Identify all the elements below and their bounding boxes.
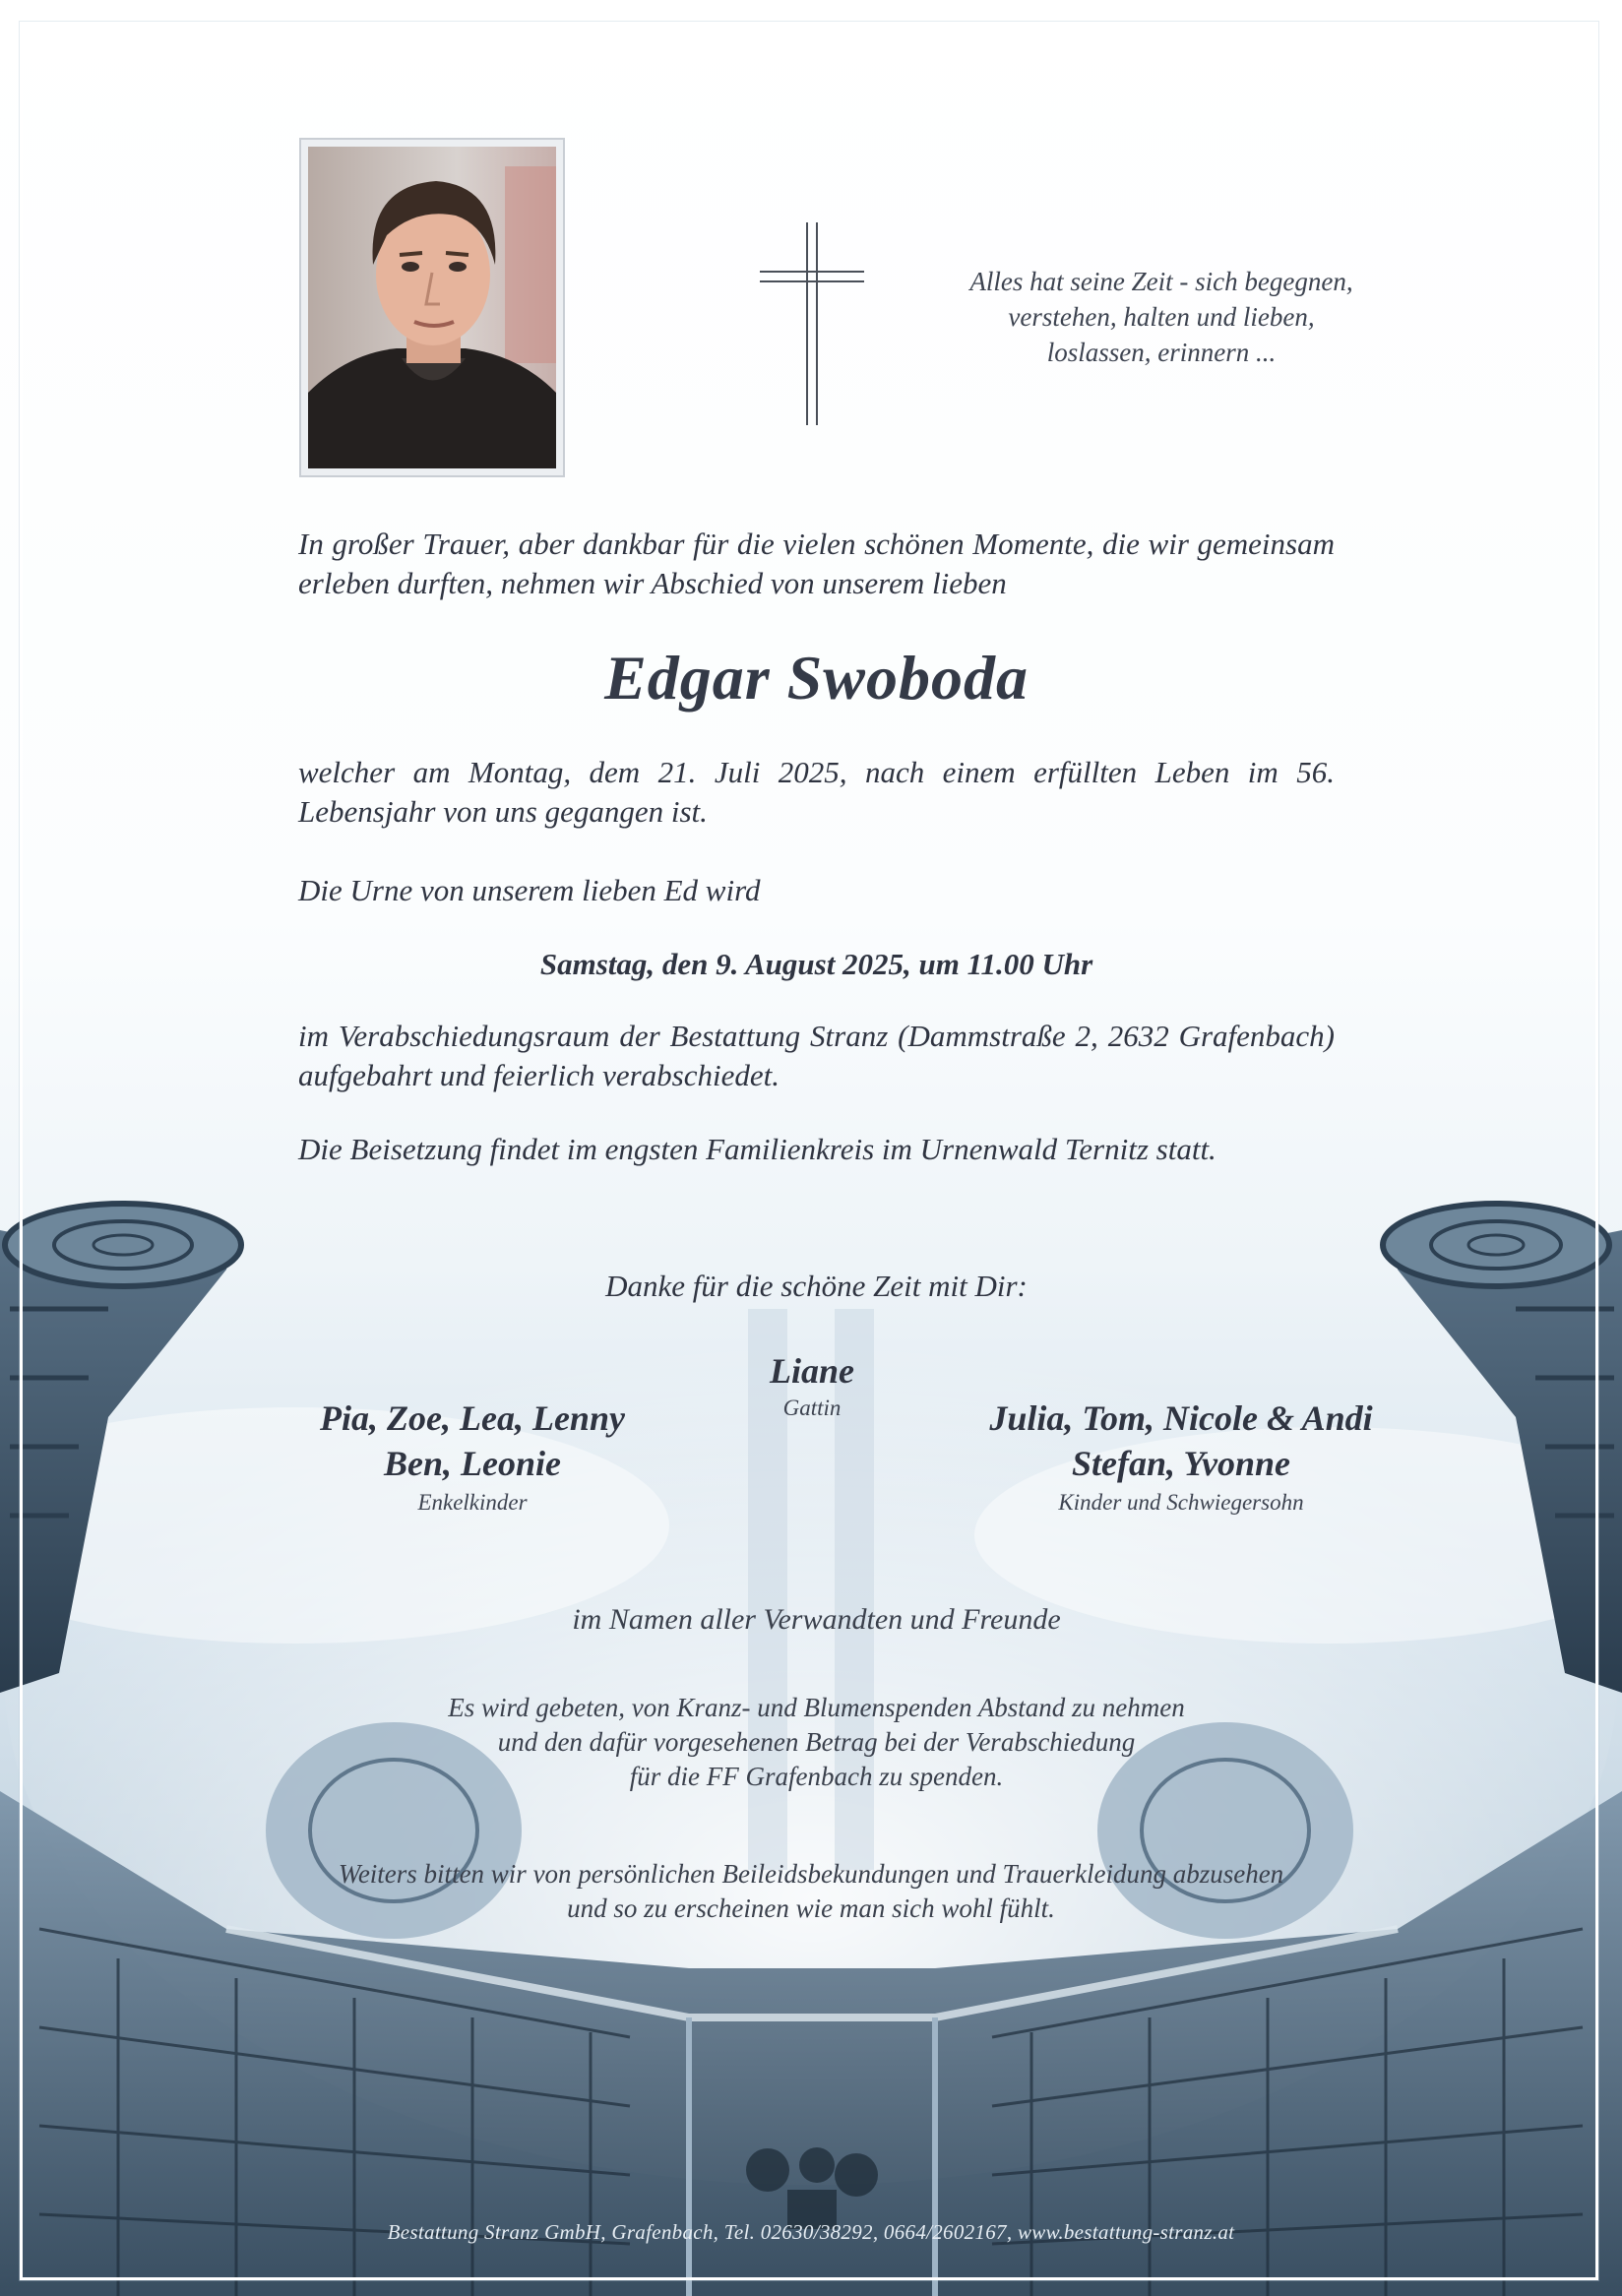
deceased-name: Edgar Swoboda	[604, 643, 1029, 713]
grandchildren-names-line: Ben, Leonie	[384, 1444, 561, 1483]
death-notice-paragraph: welcher am Montag, dem 21. Juli 2025, nach einem erfüllten Leben im 56. Lebensjahr von uns gegangen ist.	[298, 755, 1335, 829]
urn-intro: Die Urne von unserem lieben Ed wird	[298, 873, 761, 907]
donation-request-line: Es wird gebeten, von Kranz- und Blumenspenden Abstand zu nehmen	[448, 1693, 1185, 1722]
quote-line: loslassen, erinnern ...	[1046, 338, 1277, 367]
portrait-photo	[299, 138, 565, 477]
spouse-names	[650, 1348, 974, 1394]
children-names	[886, 1396, 1476, 1486]
children-names-line: Stefan, Yvonne	[1071, 1444, 1291, 1483]
grandchildren-role: Enkelkinder	[417, 1490, 528, 1515]
spouse-name: Liane	[770, 1351, 854, 1391]
funeral-home-footer: Bestattung Stranz GmbH, Grafenbach, Tel. 02630/38292, 0664/2602167, www.bestattung-stranz.at	[387, 2220, 1235, 2244]
condolence-request	[197, 1857, 1425, 1926]
donation-request-line: und den dafür vorgesehenen Betrag bei der Verabschiedung	[497, 1727, 1136, 1757]
quote-verse	[915, 264, 1407, 370]
intro-paragraph: In großer Trauer, aber dankbar für die vielen schönen Momente, die wir gemeinsam erleben durften, nehmen wir Abschied von unserem lieben	[298, 527, 1335, 600]
cross-icon	[758, 220, 866, 427]
thanks-line: Danke für die schöne Zeit mit Dir:	[605, 1269, 1028, 1303]
children-role: Kinder und Schwiegersohn	[1058, 1490, 1304, 1515]
relatives-line: im Namen aller Verwandten und Freunde	[572, 1603, 1061, 1636]
burial-note: Die Beisetzung findet im engsten Familienkreis im Urnenwald Ternitz statt.	[298, 1132, 1216, 1166]
ceremony-place-paragraph: im Verabschiedungsraum der Bestattung Stranz (Dammstraße 2, 2632 Grafenbach) aufgebahrt und feierlich verabschiedet.	[298, 1019, 1335, 1092]
quote-line: verstehen, halten und lieben,	[1008, 302, 1315, 332]
ceremony-datetime: Samstag, den 9. August 2025, um 11.00 Uhr	[539, 947, 1093, 981]
quote-line: Alles hat seine Zeit - sich begegnen,	[969, 267, 1353, 296]
grandchildren-names-line: Pia, Zoe, Lea, Lenny	[320, 1398, 625, 1438]
grandchildren-names	[226, 1396, 718, 1486]
condolence-request-line: Weiters bitten wir von persönlichen Beileidsbekundungen und Trauerkleidung abzusehen	[338, 1859, 1284, 1889]
donation-request	[298, 1691, 1335, 1794]
donation-request-line: für die FF Grafenbach zu spenden.	[629, 1762, 1004, 1791]
condolence-request-line: und so zu erscheinen wie man sich wohl fühlt.	[567, 1893, 1055, 1923]
children-names-line: Julia, Tom, Nicole & Andi	[989, 1398, 1373, 1438]
spouse-role: Gattin	[782, 1396, 842, 1420]
